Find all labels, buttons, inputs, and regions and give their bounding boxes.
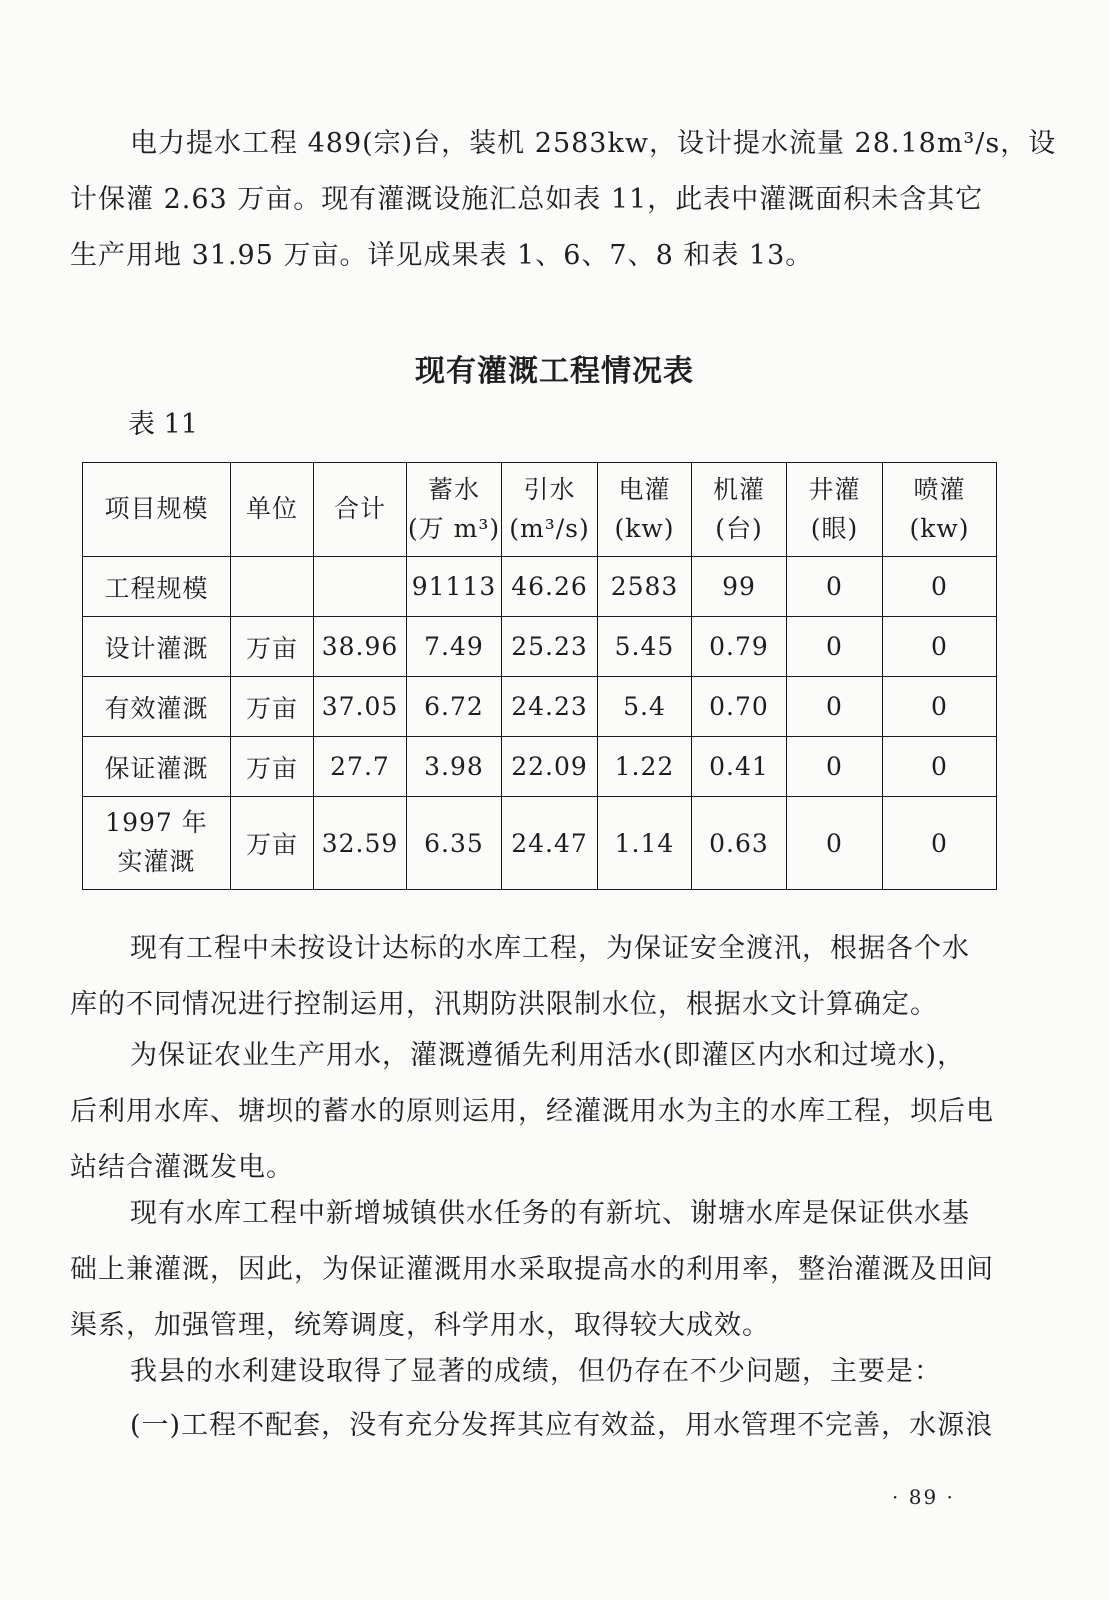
table-cell: 6.35 (407, 797, 502, 890)
table-row (83, 557, 997, 617)
table-cell: 0 (883, 737, 997, 797)
table-cell: 38.96 (314, 617, 407, 677)
header-unit-label: (kw) (909, 513, 970, 543)
table-cell: 7.49 (407, 617, 502, 677)
table-cell: 6.72 (407, 677, 502, 737)
header-total: 合计 (314, 463, 407, 557)
table-cell: 万亩 (231, 737, 314, 797)
table-cell: 0 (883, 797, 997, 890)
header-diversion (502, 463, 598, 557)
header-label: 井灌 (808, 474, 861, 504)
text-line: 站结合灌溉发电。 (70, 1152, 294, 1183)
table-number: 表 11 (128, 409, 198, 440)
table-cell: 99 (692, 557, 787, 617)
table-cell: 0 (883, 677, 997, 737)
table-cell: 有效灌溉 (83, 677, 231, 737)
table-cell: 万亩 (231, 797, 314, 890)
table-cell: 37.05 (314, 677, 407, 737)
table-cell: 5.45 (598, 617, 692, 677)
table-cell: 万亩 (231, 617, 314, 677)
header-electric (598, 463, 692, 557)
table-cell: 91113 (407, 557, 502, 617)
page-number: · 89 · (892, 1485, 955, 1509)
table-cell: 万亩 (231, 677, 314, 737)
header-storage (407, 463, 502, 557)
text-line: 后利用水库、塘坝的蓄水的原则运用，经灌溉用水为主的水库工程，坝后电 (70, 1096, 994, 1127)
row-label-line: 实灌溉 (117, 847, 196, 876)
header-sprinkler (883, 463, 997, 557)
table-cell: 27.7 (314, 737, 407, 797)
table-cell: 24.47 (502, 797, 598, 890)
table-row (83, 617, 997, 677)
table-cell: 1.22 (598, 737, 692, 797)
text-line: 现有工程中未按设计达标的水库工程，为保证安全渡汛，根据各个水 (130, 933, 970, 964)
header-well (787, 463, 883, 557)
table-cell: 保证灌溉 (83, 737, 231, 797)
table-cell: 0 (883, 617, 997, 677)
table-cell: 0 (883, 557, 997, 617)
irrigation-table (82, 462, 997, 890)
text-line: 础上兼灌溉，因此，为保证灌溉用水采取提高水的利用率，整治灌溉及田间 (70, 1254, 994, 1285)
table-cell: 46.26 (502, 557, 598, 617)
table-cell: 1.14 (598, 797, 692, 890)
text-line: 我县的水利建设取得了显著的成绩，但仍存在不少问题，主要是： (130, 1356, 942, 1387)
header-unit-label: (kw) (614, 513, 675, 543)
table-cell: 0 (787, 557, 883, 617)
table-cell: 0 (787, 617, 883, 677)
header-label: 喷灌 (913, 474, 966, 504)
text-line: 渠系，加强管理，统筹调度，科学用水，取得较大成效。 (70, 1310, 770, 1341)
table-cell: 0.70 (692, 677, 787, 737)
table-cell: 32.59 (314, 797, 407, 890)
text-line: 为保证农业生产用水，灌溉遵循先利用活水(即灌区内水和过境水)， (130, 1040, 966, 1071)
text-line: 现有水库工程中新增城镇供水任务的有新坑、谢塘水库是保证供水基 (130, 1198, 970, 1229)
header-machine (692, 463, 787, 557)
table-cell: 工程规模 (83, 557, 231, 617)
table-title: 现有灌溉工程情况表 (415, 354, 694, 389)
header-label: 蓄水 (427, 474, 480, 504)
table-cell: 0 (787, 677, 883, 737)
table-cell (314, 557, 407, 617)
header-label: 机灌 (712, 474, 765, 504)
header-item-scale: 项目规模 (83, 463, 231, 557)
text-line: 库的不同情况进行控制运用，汛期防洪限制水位，根据水文计算确定。 (70, 989, 938, 1020)
header-unit-label: (台) (715, 513, 763, 543)
table-row (83, 737, 997, 797)
text-line: 电力提水工程 489(宗)台，装机 2583kw，设计提水流量 28.18m³/s，设 (130, 128, 1057, 159)
table-row (83, 797, 997, 890)
text-line: 计保灌 2.63 万亩。现有灌溉设施汇总如表 11，此表中灌溉面积未含其它 (70, 184, 984, 215)
table-cell (83, 797, 231, 890)
table-cell: 0 (787, 737, 883, 797)
table-cell: 5.4 (598, 677, 692, 737)
table-cell: 24.23 (502, 677, 598, 737)
table-cell: 0.63 (692, 797, 787, 890)
table-cell: 22.09 (502, 737, 598, 797)
table-cell: 0.79 (692, 617, 787, 677)
header-unit: 单位 (231, 463, 314, 557)
table-cell: 25.23 (502, 617, 598, 677)
table-row (83, 677, 997, 737)
header-label: 引水 (523, 474, 576, 504)
table-cell: 3.98 (407, 737, 502, 797)
table-cell: 0.41 (692, 737, 787, 797)
text-line: 生产用地 31.95 万亩。详见成果表 1、6、7、8 和表 13。 (70, 240, 814, 271)
table-cell: 2583 (598, 557, 692, 617)
table-cell: 设计灌溉 (83, 617, 231, 677)
table-cell (231, 557, 314, 617)
header-unit-label: (m³/s) (509, 513, 590, 543)
text-line: (一)工程不配套，没有充分发挥其应有效益，用水管理不完善，水源浪 (130, 1410, 994, 1441)
row-label-line: 1997 年 (105, 808, 208, 838)
header-unit-label: (眼) (810, 513, 859, 543)
header-label: 电灌 (618, 474, 671, 504)
table-cell: 0 (787, 797, 883, 890)
header-unit-label: (万 m³) (407, 513, 501, 543)
